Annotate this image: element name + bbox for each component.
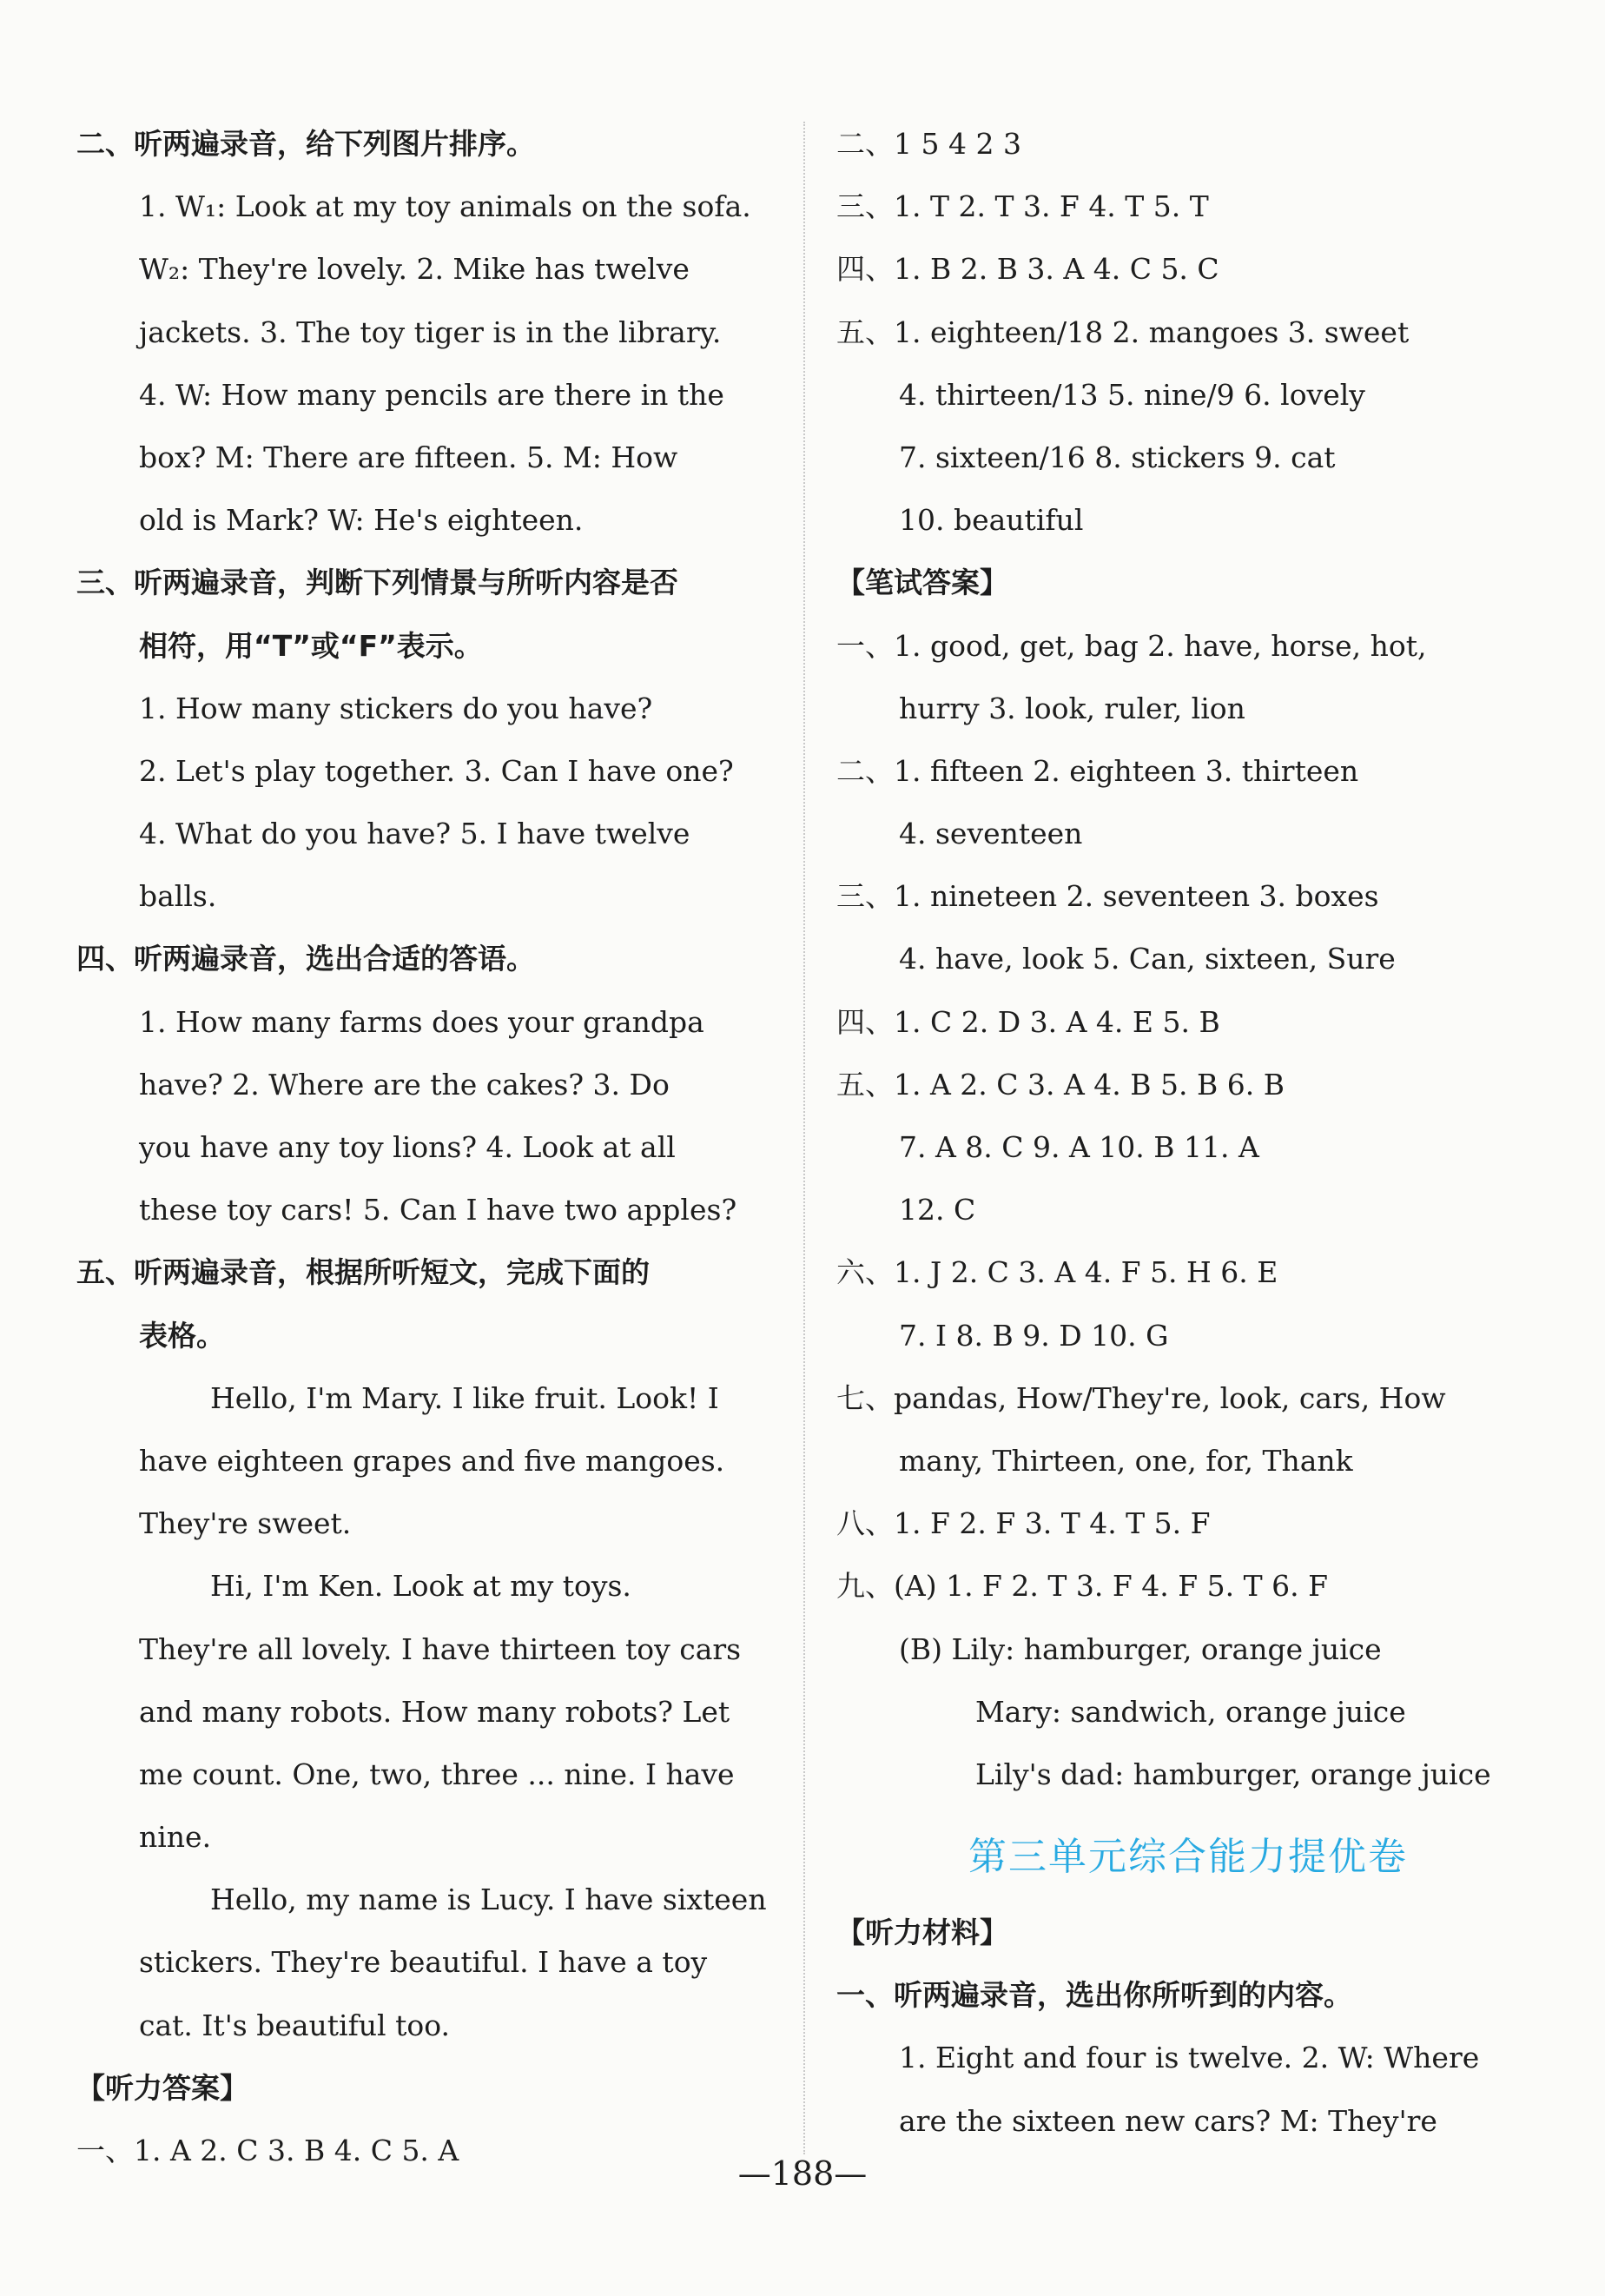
listening-answers-heading: 【听力答案】 [76,2070,248,2105]
section-heading: 三、听两遍录音，判断下列情景与所听内容是否 [76,566,678,600]
answer-line: 四、1. B 2. B 3. A 4. C 5. C [836,252,1219,287]
text-line: They're sweet. [139,1506,352,1541]
text-line: box? M: There are fifteen. 5. M: How [139,440,678,474]
answer-line: 一、1. good, get, bag 2. have, horse, hot, [836,628,1427,663]
text-line: have eighteen grapes and five mangoes. [139,1443,725,1478]
answer-line: Mary: sandwich, orange juice [975,1694,1406,1729]
answer-line: 二、1. fifteen 2. eighteen 3. thirteen [836,753,1359,788]
answer-line: 八、1. F 2. F 3. T 4. T 5. F [836,1506,1211,1541]
answer-line: 四、1. C 2. D 3. A 4. E 5. B [836,1004,1220,1039]
right-column [836,113,1540,2153]
unit-title: 第三单元综合能力提优卷 [968,1835,1408,1880]
answer-line: 六、1. J 2. C 3. A 4. F 5. H 6. E [836,1255,1278,1290]
answer-line: 五、1. A 2. C 3. A 4. B 5. B 6. B [836,1067,1285,1102]
answer-line: 一、1. A 2. C 3. B 4. C 5. A [76,2134,459,2167]
listening-material-heading: 【听力材料】 [836,1916,1008,1950]
answer-line: 二、1 5 4 2 3 [836,127,1021,161]
text-line: Hello, I'm Mary. I like fruit. Look! I [210,1380,719,1415]
answer-line: 10. beautiful [899,503,1084,538]
text-line: are the sixteen new cars? M: They're [899,2103,1437,2138]
answer-line: many, Thirteen, one, for, Thank [899,1443,1353,1478]
text-line: They're all lovely. I have thirteen toy cars [139,1631,742,1666]
answer-line: 4. thirteen/13 5. nine/9 6. lovely [899,377,1365,412]
text-line: balls. [139,879,217,914]
left-column [76,113,771,2182]
answer-line: 7. I 8. B 9. D 10. G [899,1318,1169,1353]
section-heading-cont: 相符，用“T”或“F”表示。 [139,628,483,663]
section-heading: 二、听两遍录音，给下列图片排序。 [76,127,535,161]
column-divider [803,122,805,2154]
text-line: me count. One, two, three ... nine. I have [139,1757,735,1791]
written-answers-heading: 【笔试答案】 [836,566,1008,600]
text-line: 1. How many farms does your grandpa [139,1004,704,1039]
text-line: stickers. They're beautiful. I have a toy [139,1945,708,1980]
section-heading: 五、听两遍录音，根据所听短文，完成下面的 [76,1255,650,1290]
answer-line: Lily's dad: hamburger, orange juice [975,1757,1491,1791]
answer-line: 7. sixteen/16 8. stickers 9. cat [899,440,1336,474]
answer-line: 7. A 8. C 9. A 10. B 11. A [899,1130,1259,1164]
section-heading-cont: 表格。 [139,1318,225,1353]
text-line: old is Mark? W: He's eighteen. [139,503,584,538]
answer-line: 五、1. eighteen/18 2. mangoes 3. sweet [836,314,1410,349]
section-heading: 四、听两遍录音，选出合适的答语。 [76,942,535,976]
answer-line: hurry 3. look, ruler, lion [899,691,1245,725]
page-number: —188— [737,2154,868,2193]
text-line: have? 2. Where are the cakes? 3. Do [139,1067,670,1102]
answer-line: 九、(A) 1. F 2. T 3. F 4. F 5. T 6. F [836,1569,1328,1604]
text-line: you have any toy lions? 4. Look at all [139,1130,676,1164]
answer-line: 4. have, look 5. Can, sixteen, Sure [899,942,1396,976]
answer-line: 三、1. nineteen 2. seventeen 3. boxes [836,879,1379,914]
text-line: 4. W: How many pencils are there in the [139,377,724,412]
text-line: 4. What do you have? 5. I have twelve [139,817,690,851]
answer-line: 4. seventeen [899,817,1083,851]
text-line: W₂: They're lovely. 2. Mike has twelve [139,252,690,287]
text-line: Hi, I'm Ken. Look at my toys. [210,1569,631,1604]
answer-line: 三、1. T 2. T 3. F 4. T 5. T [836,189,1209,224]
answer-line: (B) Lily: hamburger, orange juice [899,1631,1382,1666]
text-line: 1. W₁: Look at my toy animals on the sofa. [139,189,751,224]
text-line: jackets. 3. The toy tiger is in the library. [139,314,722,349]
section-heading: 一、听两遍录音，选出你所听到的内容。 [836,1978,1352,2013]
text-line: cat. It's beautiful too. [139,2008,451,2042]
answer-line: 12. C [899,1193,976,1227]
text-line: nine. [139,1820,212,1855]
text-line: these toy cars! 5. Can I have two apples? [139,1193,737,1227]
text-line: Hello, my name is Lucy. I have sixteen [210,1882,767,1917]
answer-line: 七、pandas, How/They're, look, cars, How [836,1380,1446,1415]
text-line: and many robots. How many robots? Let [139,1694,730,1729]
text-line: 1. How many stickers do you have? [139,691,653,725]
text-line: 1. Eight and four is twelve. 2. W: Where [899,2041,1480,2075]
text-line: 2. Let's play together. 3. Can I have one? [139,753,734,788]
